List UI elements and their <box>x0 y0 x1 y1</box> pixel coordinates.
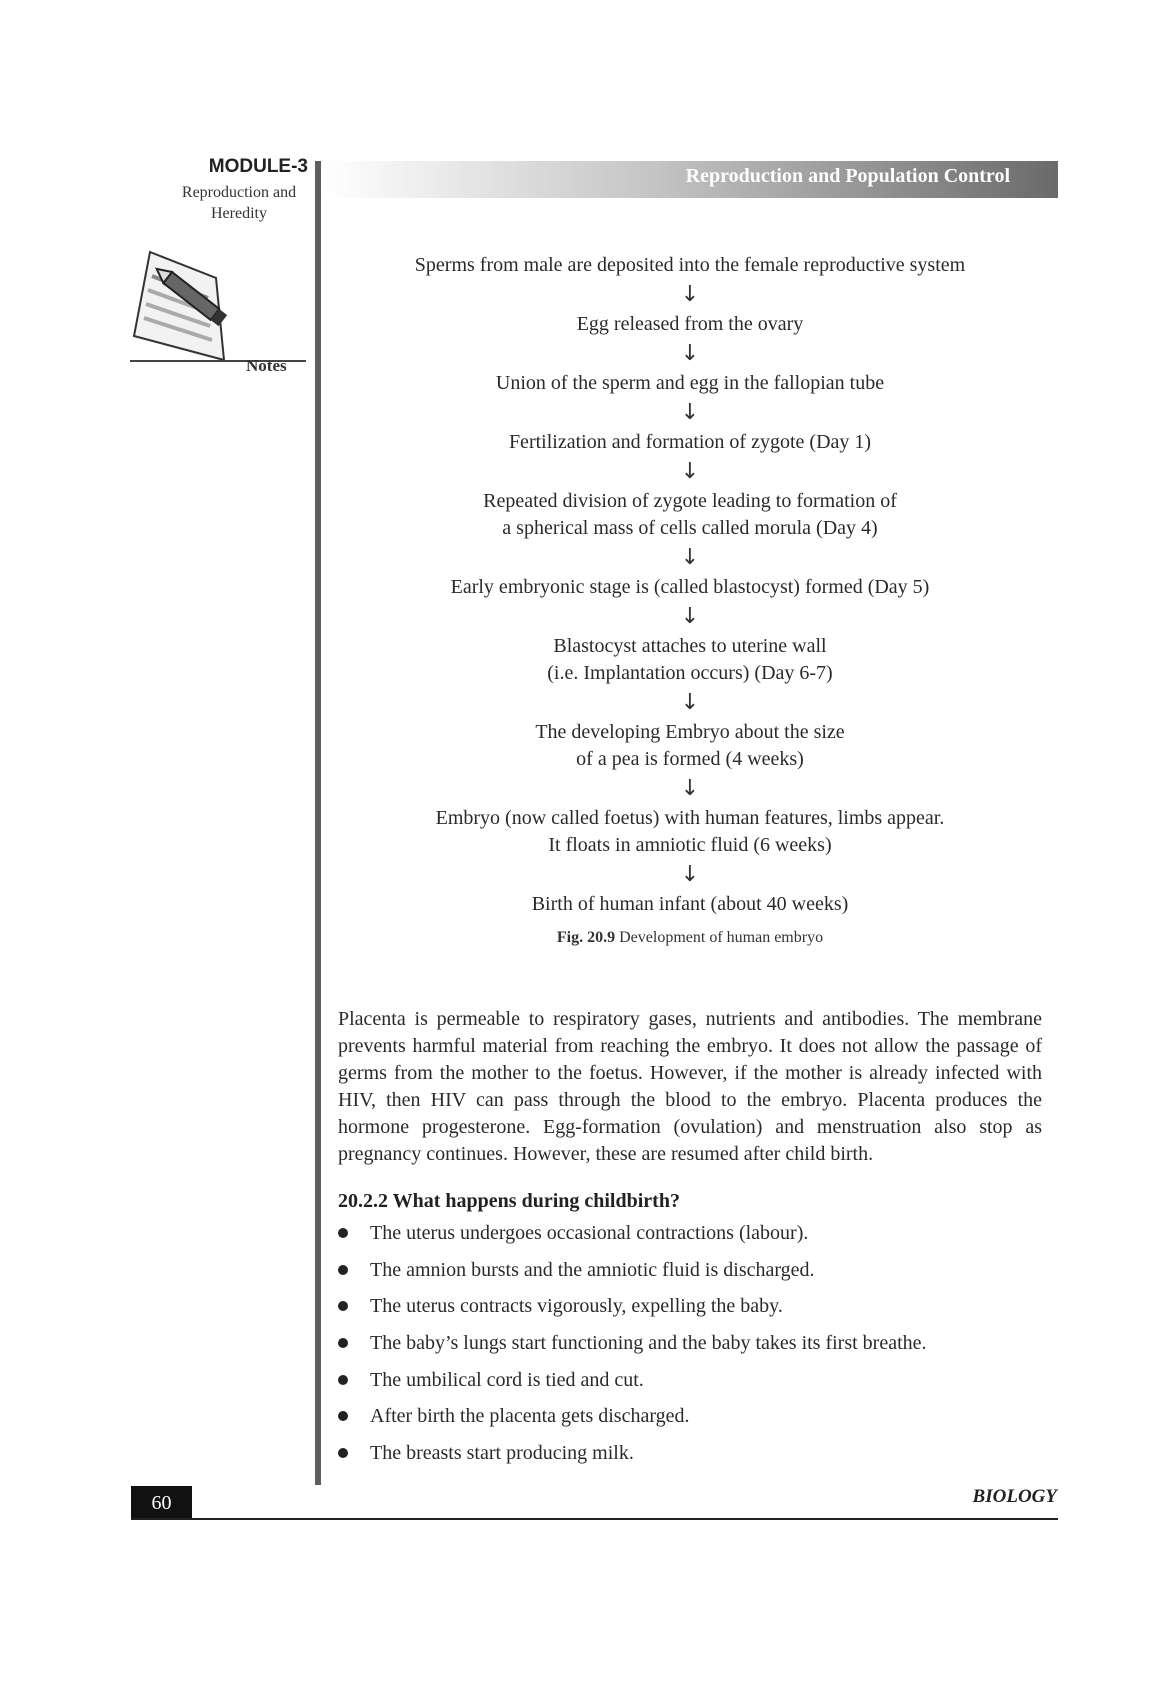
flow-step-line: It floats in amniotic fluid (6 weeks) <box>548 834 832 856</box>
list-item <box>338 1255 1048 1292</box>
down-arrow-icon: ↓ <box>680 690 700 715</box>
module-subtitle <box>170 182 308 224</box>
down-arrow-icon: ↓ <box>680 459 700 484</box>
flow-step-line: Repeated division of zygote leading to formation of <box>483 490 897 512</box>
notes-label: Notes <box>246 356 287 375</box>
body-paragraph: Placenta is permeable to respiratory gases, nutrients and antibodies. The membrane prevents harmful material from reaching the embryo. It does not allow the passage of germs from the mother to the foetus. However, if the mother is already infected with HIV, then HIV can pass through the blood to the embryo. Placenta produces the hormone progesterone. Egg-formation (ovulation) and menstruation also stop as pregnancy continues. However, these are resumed after child birth. <box>338 1008 1042 1165</box>
list-item-text: The baby’s lungs start functioning and the baby takes its first breathe. <box>370 1332 927 1355</box>
embryo-development-flowchart <box>330 252 1050 951</box>
figure-caption-label: Fig. 20.9 <box>556 929 616 946</box>
flow-step <box>330 719 1050 773</box>
list-item <box>338 1438 1048 1475</box>
flow-step-line: Egg released from the ovary <box>576 313 804 335</box>
bullet-icon <box>338 1375 348 1385</box>
down-arrow-icon: ↓ <box>680 545 700 570</box>
bullet-icon <box>338 1411 348 1421</box>
list-item-text: The uterus contracts vigorously, expelling the baby. <box>370 1295 783 1318</box>
module-block <box>130 156 308 224</box>
footer-rule <box>131 1518 1058 1520</box>
list-item <box>338 1365 1048 1402</box>
flow-step-line: Union of the sperm and egg in the fallopian tube <box>495 372 885 394</box>
flow-step <box>330 574 1050 601</box>
module-title: MODULE-3 <box>208 156 308 177</box>
bullet-icon <box>338 1448 348 1458</box>
down-arrow-icon: ↓ <box>680 341 700 366</box>
list-item-text: The uterus undergoes occasional contractions (labour). <box>370 1222 809 1244</box>
bullet-icon <box>338 1301 348 1311</box>
flow-step-line: (i.e. Implantation occurs) (Day 6-7) <box>547 662 833 684</box>
list-item <box>338 1401 1048 1438</box>
flow-step <box>330 891 1050 918</box>
flow-step <box>330 252 1050 279</box>
flow-step-line: Sperms from male are deposited into the female reproductive system <box>414 254 966 276</box>
list-item-text: After birth the placenta gets discharged. <box>370 1405 690 1428</box>
figure-caption <box>330 924 1050 951</box>
list-item <box>338 1291 1048 1328</box>
flow-step <box>330 370 1050 397</box>
down-arrow-icon: ↓ <box>680 282 700 307</box>
down-arrow-icon: ↓ <box>680 862 700 887</box>
header-band <box>325 161 1058 198</box>
flow-step-line: Early embryonic stage is (called blastocyst) formed (Day 5) <box>450 576 930 598</box>
down-arrow-icon: ↓ <box>680 604 700 629</box>
flow-step-line: Fertilization and formation of zygote (Day 1) <box>508 431 872 453</box>
bullet-icon <box>338 1265 348 1275</box>
footer-label: BIOLOGY <box>972 1486 1057 1507</box>
flow-step <box>330 311 1050 338</box>
list-item-text: The umbilical cord is tied and cut. <box>370 1368 644 1391</box>
vertical-rule <box>315 161 321 1485</box>
list-item-text: The amnion bursts and the amniotic fluid is discharged. <box>370 1258 815 1281</box>
section-heading: 20.2.2 What happens during childbirth? <box>338 1190 680 1212</box>
page-number: 60 <box>131 1486 192 1520</box>
list-item <box>338 1328 1048 1365</box>
list-item-text: The breasts start producing milk. <box>370 1442 634 1465</box>
down-arrow-icon: ↓ <box>680 776 700 801</box>
down-arrow-icon: ↓ <box>680 400 700 425</box>
flow-step-line: Embryo (now called foetus) with human features, limbs appear. <box>435 807 945 829</box>
childbirth-bullet-list <box>338 1218 1048 1475</box>
bullet-icon <box>338 1228 348 1238</box>
module-subtitle-line-1: Reproduction and <box>181 184 297 201</box>
bullet-icon <box>338 1338 348 1348</box>
flow-step-line: The developing Embryo about the size <box>535 721 845 743</box>
figure-caption-text: Development of human embryo <box>619 929 824 946</box>
flow-step-line: Birth of human infant (about 40 weeks) <box>531 893 849 915</box>
header-title: Reproduction and Population Control <box>685 165 1010 187</box>
module-subtitle-line-2: Heredity <box>211 205 267 222</box>
flow-step <box>330 633 1050 687</box>
flow-step-line: of a pea is formed (4 weeks) <box>576 748 804 770</box>
flow-step <box>330 488 1050 542</box>
flow-step <box>330 805 1050 859</box>
list-item <box>338 1218 1048 1255</box>
flow-step-line: a spherical mass of cells called morula (Day 4) <box>502 517 878 539</box>
flow-step-line: Blastocyst attaches to uterine wall <box>553 635 827 657</box>
flow-step <box>330 429 1050 456</box>
